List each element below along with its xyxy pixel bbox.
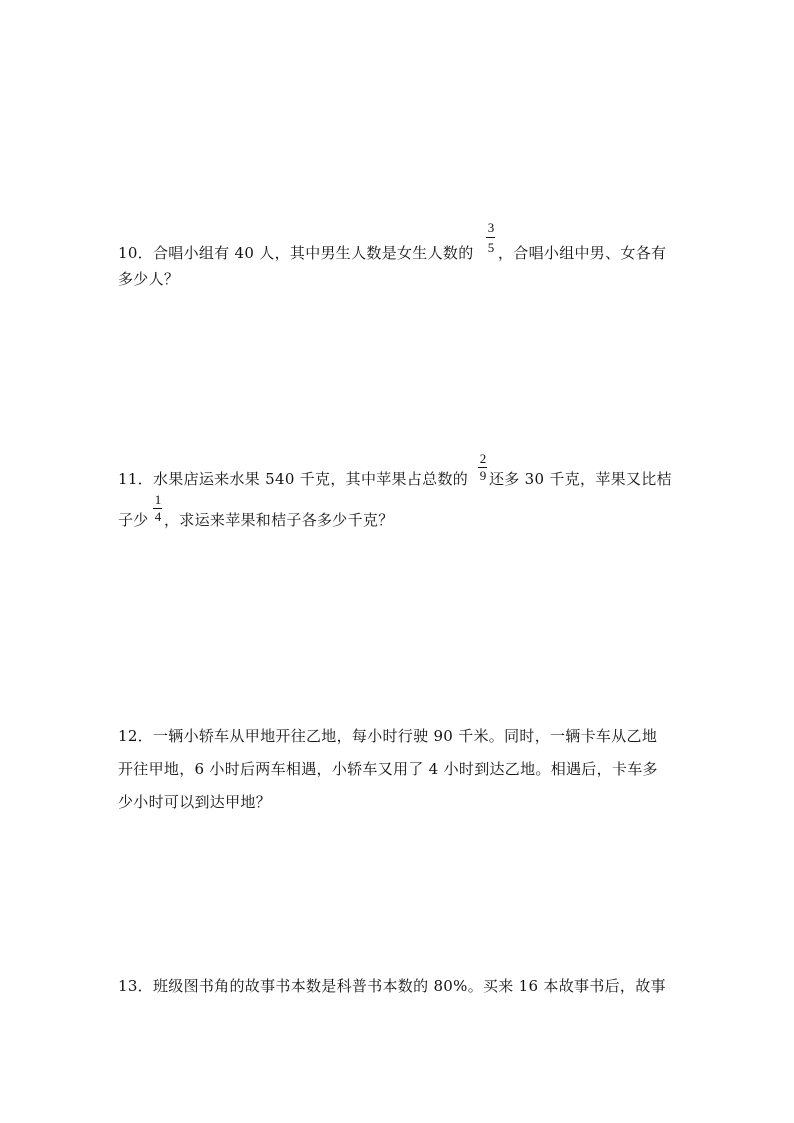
q12-line-3: 少小时可以到达甲地？	[118, 793, 272, 811]
fraction-numerator: 3	[487, 220, 495, 235]
fraction-numerator: 1	[154, 492, 162, 507]
fraction-denominator: 4	[154, 509, 162, 524]
q11-line-2b: ，求运来苹果和桔子各多少千克？	[164, 511, 394, 529]
q13-line-1: 13．班级图书角的故事书本数是科普书本数的 80%。买来 16 本故事书后，故事	[118, 977, 666, 995]
q10-line-2: 多少人？	[118, 270, 180, 288]
fraction-numerator: 2	[479, 451, 487, 466]
fraction-denominator: 5	[487, 240, 495, 255]
fraction-bar	[486, 237, 495, 238]
q11-line-2a: 子少	[118, 511, 149, 529]
q10-line-1a: 10．合唱小组有 40 人，其中男生人数是女生人数的	[118, 244, 474, 262]
fraction-denominator: 9	[479, 468, 487, 483]
q11-line-1b: 还多 30 千克，苹果又比桔	[489, 470, 672, 488]
q12-line-2: 开往甲地，6 小时后两车相遇，小轿车又用了 4 小时到达乙地。相遇后，卡车多	[118, 760, 658, 778]
q10-line-1b: ，合唱小组中男、女各有	[498, 244, 667, 262]
q12-line-1: 12．一辆小轿车从甲地开往乙地，每小时行驶 90 千米。同时，一辆卡车从乙地	[118, 727, 658, 745]
q11-line-1a: 11．水果店运来水果 540 千克，其中苹果占总数的	[118, 470, 469, 488]
